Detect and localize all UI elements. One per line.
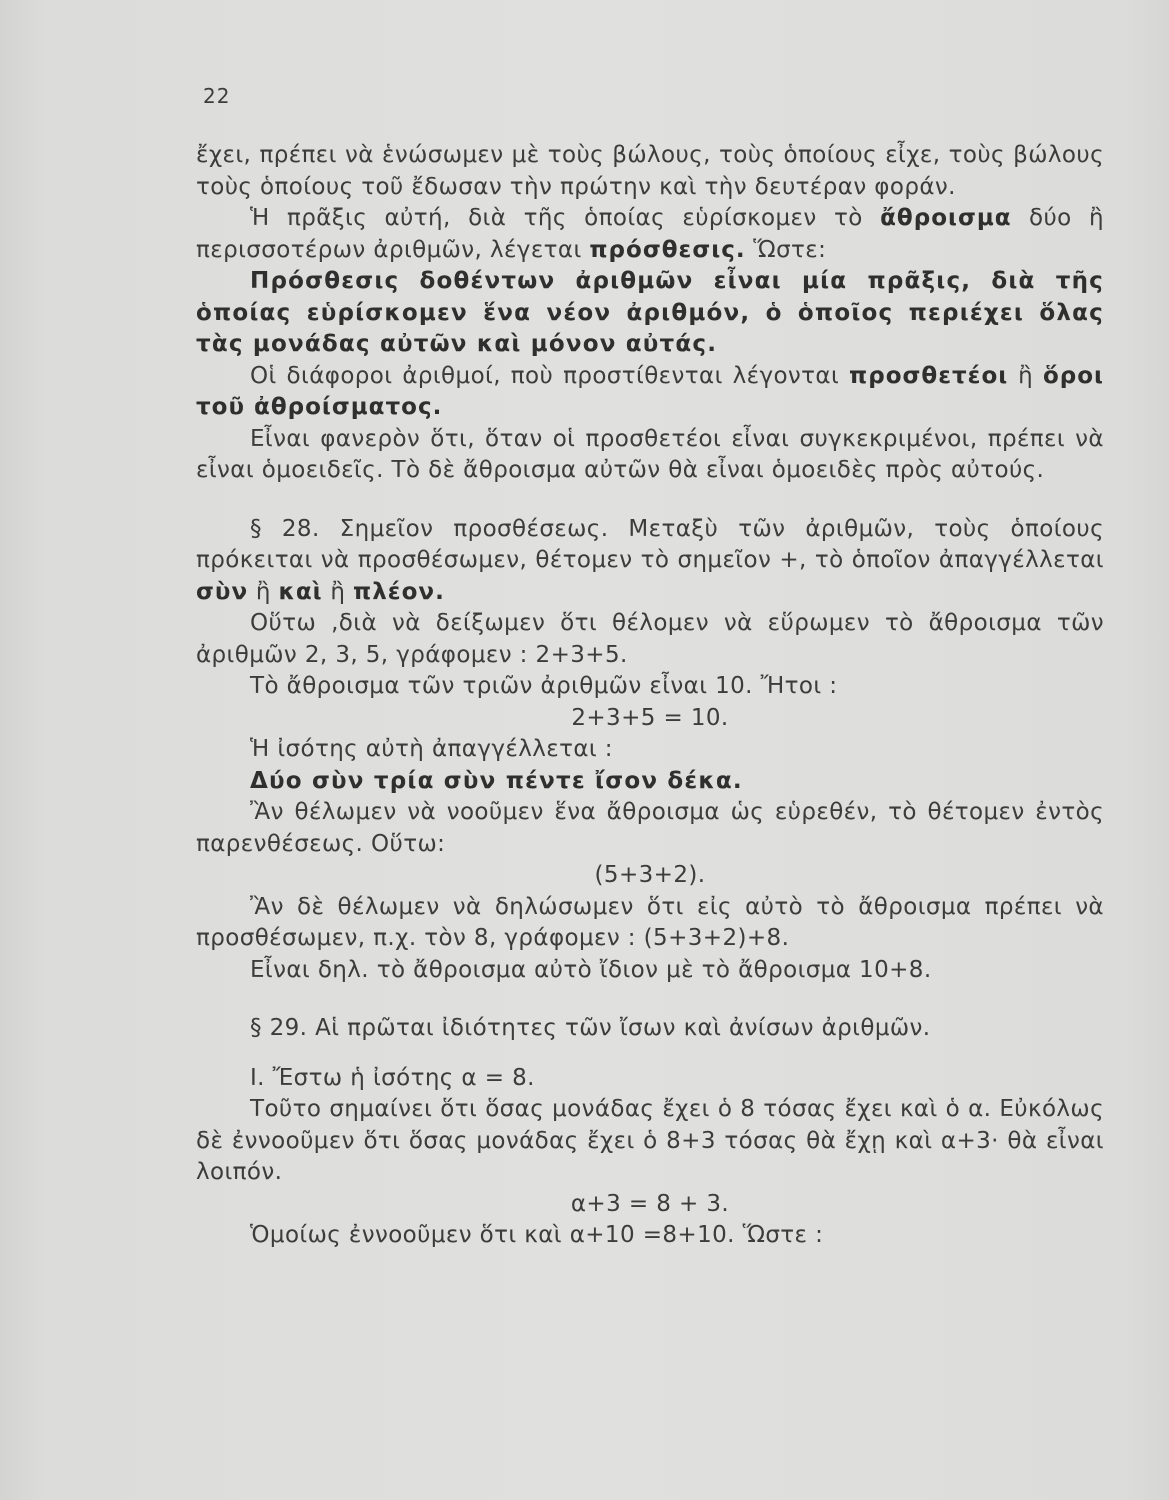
page-text [196,140,1104,1252]
page-number: 22 [203,84,231,108]
text-run: Οἱ διάφοροι ἀριθμοί, ποὺ προστίθενται λέγονται [250,362,850,389]
section-heading: § 29. Αἱ πρῶται ἰδιότητες τῶν ἴσων καὶ ἀνίσων ἀριθμῶν. [250,1015,931,1041]
equation: α+3 = 8 + 3. [570,1190,730,1217]
term-terms: ὅροι τοῦ ἀθροίσματος. [196,362,1104,420]
paragraph: Ἂν δὲ θέλωμεν νὰ δηλώσωμεν ὅτι εἰς αὐτὸ τὸ ἄθροισμα πρέπει νὰ προσθέσωμεν, π.χ. τὸν 8, γράφομεν : (5+3+2)+8. [196,893,1104,951]
paragraph: Ἡ ἰσότης αὐτὴ ἀπαγγέλλεται : [250,736,613,762]
text-run: δύο ἢ περισσοτέρων ἀριθμῶν, λέγεται [196,205,1104,263]
section-heading: § 28. Σημεῖον προσθέσεως. [250,515,609,542]
paragraph: Τοῦτο σημαίνει ὅτι ὅσας μονάδας ἔχει ὁ 8 τόσας ἔχει καὶ ὁ α. Εὐκόλως δὲ ἐννοοῦμεν ὅτι ὅσας μονάδας ἔχει ὁ 8+3 τόσας θὰ ἔχῃ καὶ α+3· θὰ εἶναι λοιπόν. [196,1096,1104,1185]
paragraph: Ὁμοίως ἐννοοῦμεν ὅτι καὶ α+10 =8+10. Ὥστε : [250,1222,824,1248]
paragraph: Οὕτω ,διὰ νὰ δείξωμεν ὅτι θέλομεν νὰ εὕρωμεν τὸ ἄθροισμα τῶν ἀριθμῶν 2, 3, 5, γράφομεν : 2+3+5. [196,610,1104,668]
paragraph: ἔχει, πρέπει νὰ ἑνώσωμεν μὲ τοὺς βώλους, τοὺς ὁποίους εἶχε, τοὺς βώλους τοὺς ὁποίους τοῦ ἔδωσαν τὴν πρώτην καὶ τὴν δευτέραν φοράν. [196,142,1104,200]
equation: (5+3+2). [594,862,706,888]
section-28 [196,514,1104,609]
text-run: ἢ [248,578,279,605]
text-run: Ὥστε: [745,236,827,263]
paragraph [196,361,1104,424]
paragraph [196,203,1104,266]
term-sum: ἄθροισμα [880,205,1012,231]
paragraph: Ἂν θέλωμεν νὰ νοοῦμεν ἕνα ἄθροισμα ὡς εὑρεθέν, τὸ θέτομεν ἐντὸς παρενθέσεως. Οὕτω: [196,799,1104,857]
equation: 2+3+5 = 10. [571,704,729,731]
term-addends: προσθετέοι [849,362,1009,389]
definition: Πρόσθεσις δοθέντων ἀριθμῶν εἶναι μία πρᾶξις, διὰ τῆς ὁποίας εὑρίσκομεν ἕνα νέον ἀριθμόν, ὁ ὁποῖος περιέχει ὅλας τὰς μονάδας αὐτῶν καὶ μόνον αὐτάς. [196,268,1104,357]
term: καὶ [278,578,323,605]
term: πλέον. [353,578,445,605]
term: σὺν [196,578,249,605]
text-run: ἢ [1008,362,1043,389]
term-addition: πρόσθεσις. [589,236,746,263]
paragraph: Ι. Ἔστω ἡ ἰσότης α = 8. [250,1064,535,1091]
paragraph: Εἶναι φανερὸν ὅτι, ὅταν οἱ προσθετέοι εἶναι συγκεκριμένοι, πρέπει νὰ εἶναι ὁμοειδεῖς. Τὸ δὲ ἄθροισμα αὐτῶν θὰ εἶναι ὁμοειδὲς πρὸς αὐτούς. [196,425,1104,483]
verbal-equation: Δύο σὺν τρία σὺν πέντε ἴσον δέκα. [250,767,743,794]
text-run: ἢ [322,578,354,605]
text-run: Μεταξὺ τῶν ἀριθμῶν, τοὺς ὁποίους πρόκειται νὰ προσθέσωμεν, θέτομεν τὸ σημεῖον +, τὸ ὁποῖον ἀπαγγέλλεται [196,515,1104,573]
text-run: Ἡ πρᾶξις αὐτή, διὰ τῆς ὁποίας εὑρίσκομεν τὸ [250,205,881,231]
paragraph: Τὸ ἄθροισμα τῶν τριῶν ἀριθμῶν εἶναι 10. Ἤτοι : [250,673,838,699]
paragraph: Εἶναι δηλ. τὸ ἄθροισμα αὐτὸ ἴδιον μὲ τὸ ἄθροισμα 10+8. [250,956,932,983]
